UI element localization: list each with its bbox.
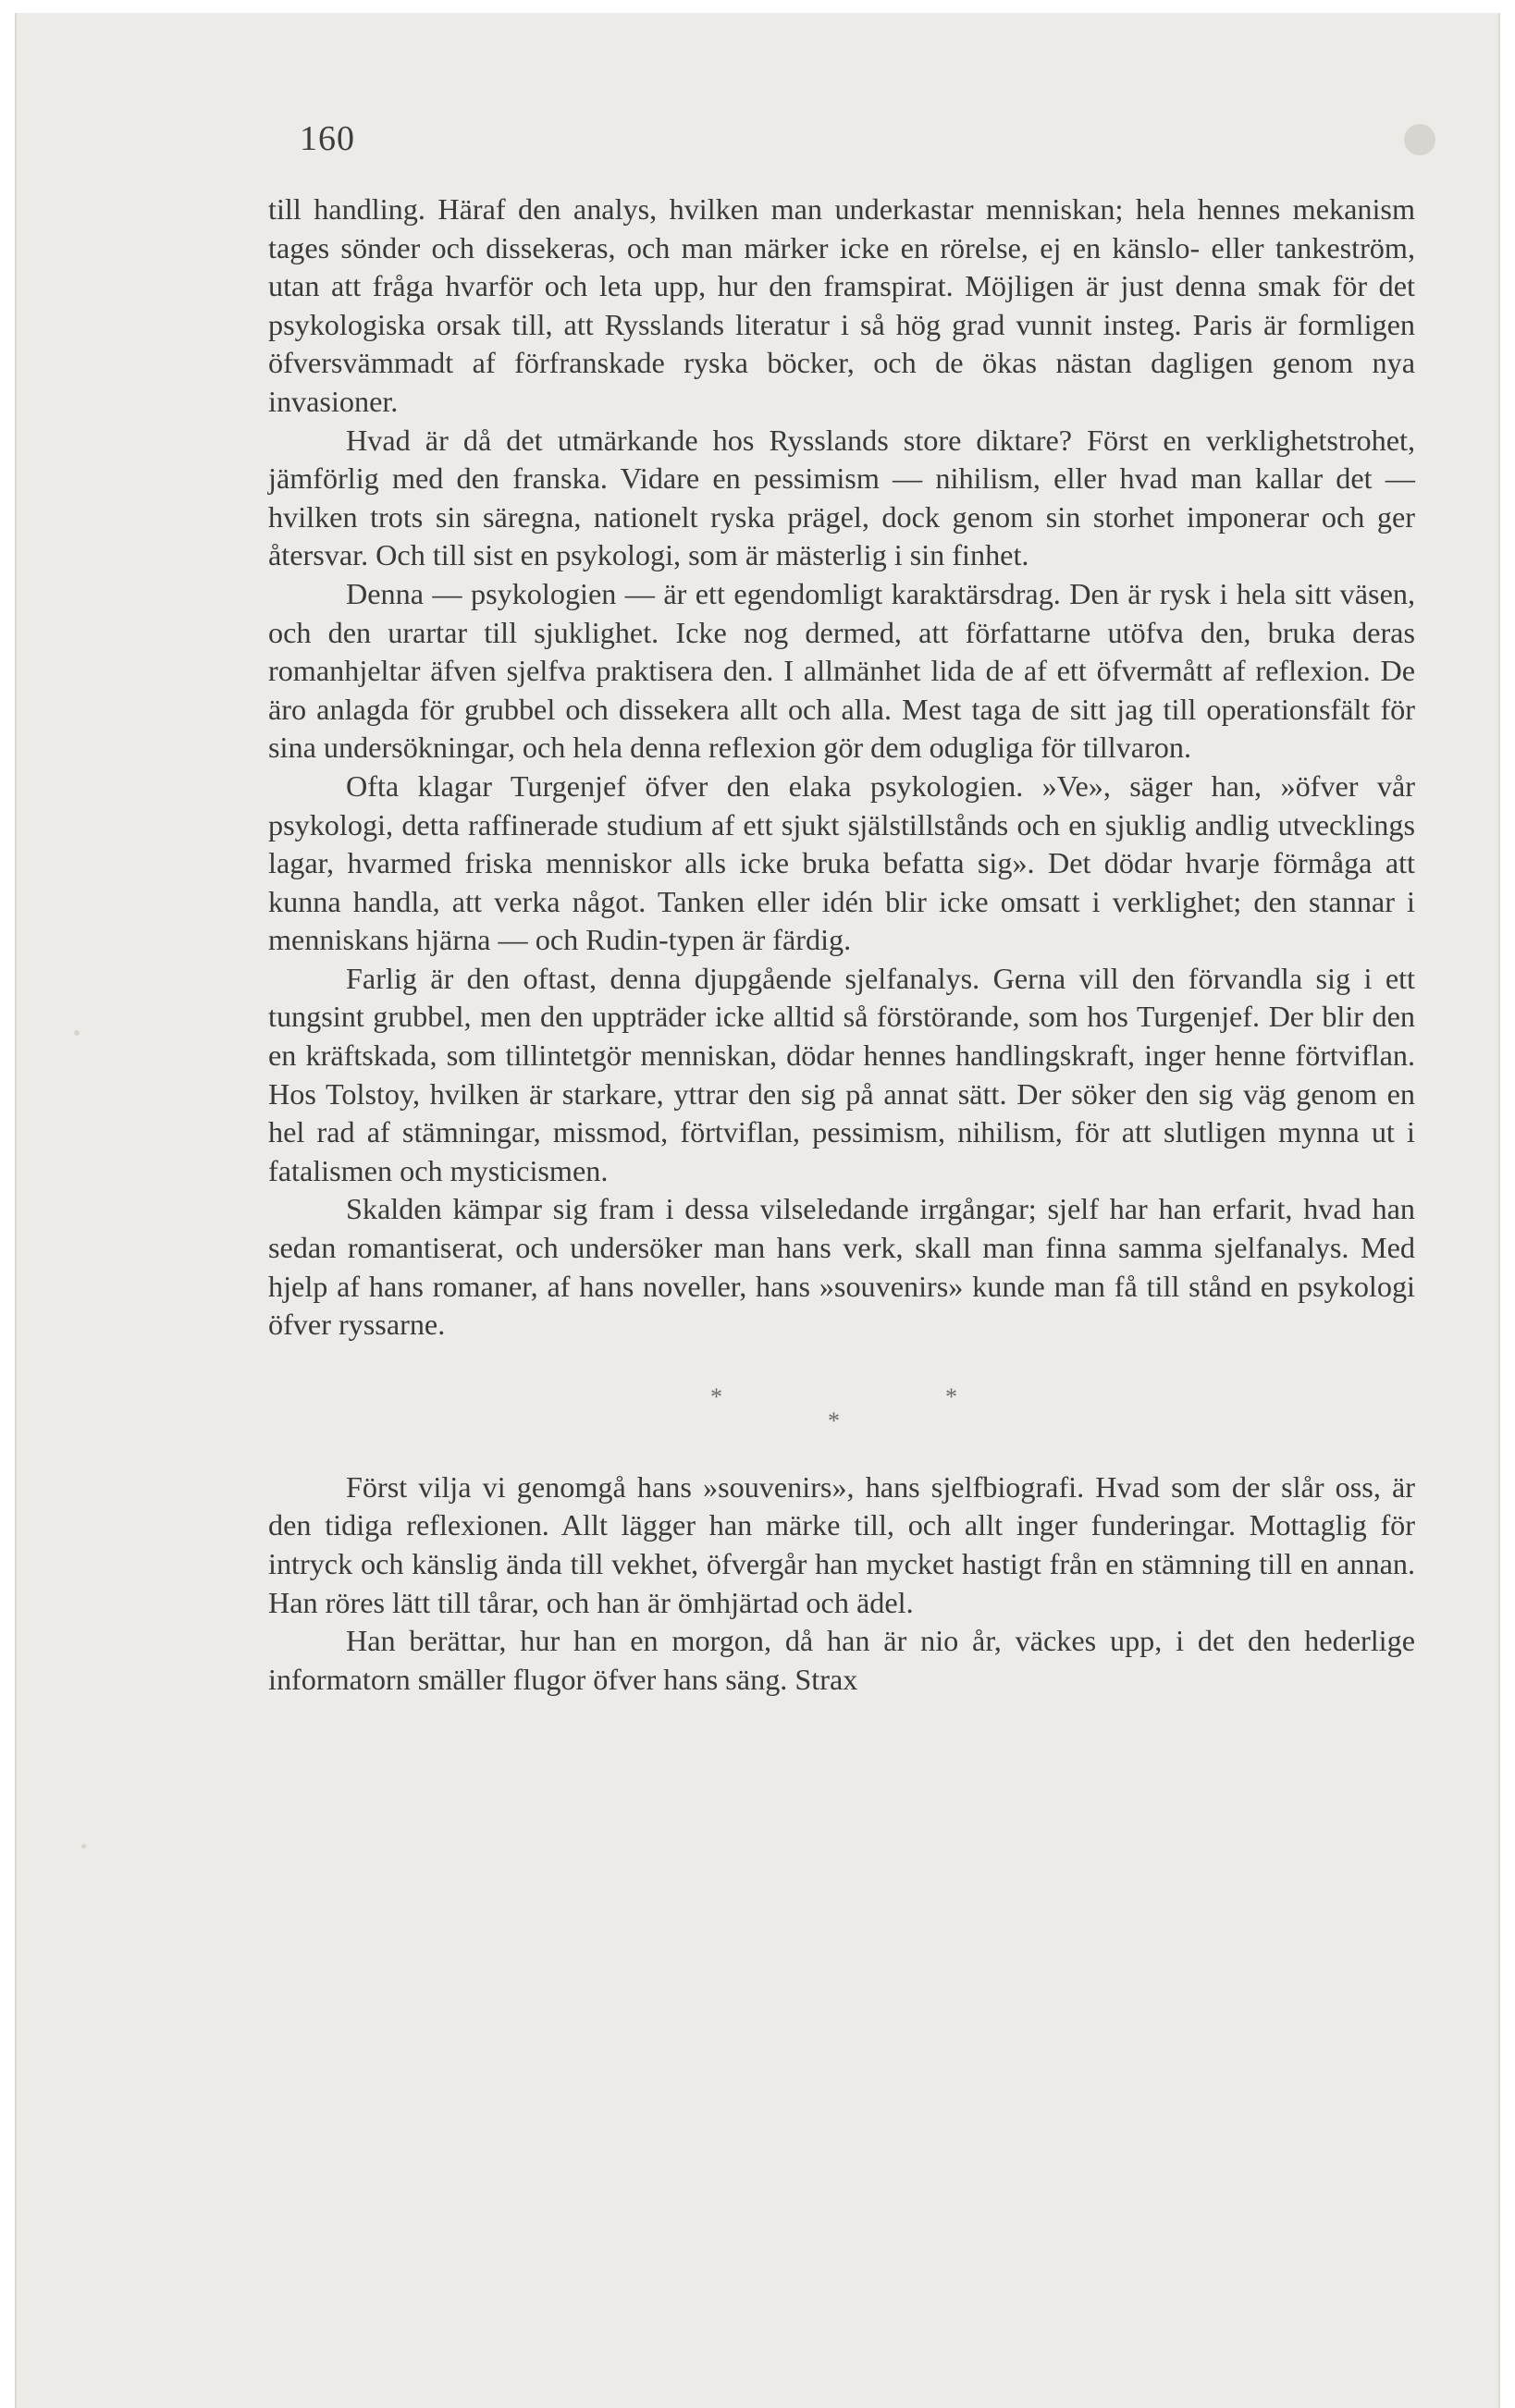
paragraph: Först vilja vi genomgå hans »souvenirs», hans sjelfbiografi. Hvad som der slår oss, är den tidiga reflexionen. Allt lägger han märke till, och allt inger funderingar. Mottaglig för intryck och känslig ända till vekhet, öfvergår han mycket hastigt från en stämning till en annan. Han röres lätt till tårar, och han är ömhjärtad och ädel.	[268, 1469, 1415, 1619]
body-text	[268, 190, 1415, 1699]
section-break	[268, 1345, 1415, 1468]
paragraph: Hvad är då det utmärkande hos Rysslands store diktare? Först en verklighetstrohet, jämförlig med den franska. Vidare en pessimism — nihilism, eller hvad man kallar det — hvilken trots sin säregna, nationelt ryska prägel, dock genom sin storhet imponerar och ger återsvar. Och till sist en psykologi, som är mästerlig i sin finhet.	[268, 423, 1415, 572]
paper-speck	[81, 1844, 86, 1849]
asterisk-ornament: *	[828, 1407, 840, 1434]
paragraph: Skalden kämpar sig fram i dessa vilseledande irrgångar; sjelf har han erfarit, hvad han sedan romantiserat, och undersöker man hans verk, skall man finna samma sjelfanalys. Med hjelp af hans romaner, af hans noveller, hans »souvenirs» kunde man få till stånd en psykologi öfver ryssarne.	[268, 1192, 1415, 1342]
page-number: 160	[300, 119, 355, 158]
paper-spot	[1404, 124, 1435, 155]
asterisk-ornament: *	[945, 1382, 957, 1410]
asterisk-ornament: *	[710, 1382, 722, 1410]
paragraph: Denna — psykologien — är ett egendomligt karaktärsdrag. Den är rysk i hela sitt väsen, och den urartar till sjuklighet. Icke nog dermed, att författarne utöfva den, bruka deras romanhjeltar äfven sjelfva praktisera den. I allmänhet lida de af ett öfvermått af reflexion. De äro anlagda för grubbel och dissekera allt och alla. Mest taga de sitt jag till operationsfält för sina undersökningar, och hela denna reflexion gör dem odugliga för tillvaron.	[268, 576, 1415, 765]
paragraph: till handling. Häraf den analys, hvilken man underkastar menniskan; hela hennes mekanism tages sönder och dissekeras, och man märker icke en rörelse, ej en känslo- eller tankeström, utan att fråga hvarför och leta upp, hur den framspirat. Möjligen är just denna smak för det psykologiska orsak till, att Rysslands literatur i så hög grad vunnit insteg. Paris är formligen öfversvämmadt af förfranskade ryska böcker, och de ökas nästan dagligen genom nya invasioner.	[268, 192, 1415, 418]
paragraph: Ofta klagar Turgenjef öfver den elaka psykologien. »Ve», säger han, »öfver vår psykologi, detta raffinerade studium af ett sjukt själstillstånds och en sjuklig andlig utvecklings lagar, hvarmed friska menniskor alls icke bruka befatta sig». Det dödar hvarje förmåga att kunna handla, att verka något. Tanken eller idén blir icke omsatt i verklighet; den stannar i menniskans hjärna — och Rudin-typen är färdig.	[268, 768, 1415, 957]
paper-speck	[74, 1030, 80, 1036]
paragraph: Han berättar, hur han en morgon, då han är nio år, väckes upp, i det den hederlige informatorn smäller flugor öfver hans säng. Strax	[268, 1624, 1415, 1696]
paragraph: Farlig är den oftast, denna djupgående sjelfanalys. Gerna vill den förvandla sig i ett tungsint grubbel, men den uppträder icke alltid så förstörande, som hos Turgenjef. Der blir den en kräftskada, som tillintetgör menniskan, dödar hennes handlingskraft, inger henne förtviflan. Hos Tolstoy, hvilken är starkare, yttrar den sig på annat sätt. Der söker den sig väg genom en hel rad af stämningar, missmod, förtviflan, pessimism, nihilism, för att slutligen mynna ut i fatalismen och mysticismen.	[268, 961, 1415, 1187]
